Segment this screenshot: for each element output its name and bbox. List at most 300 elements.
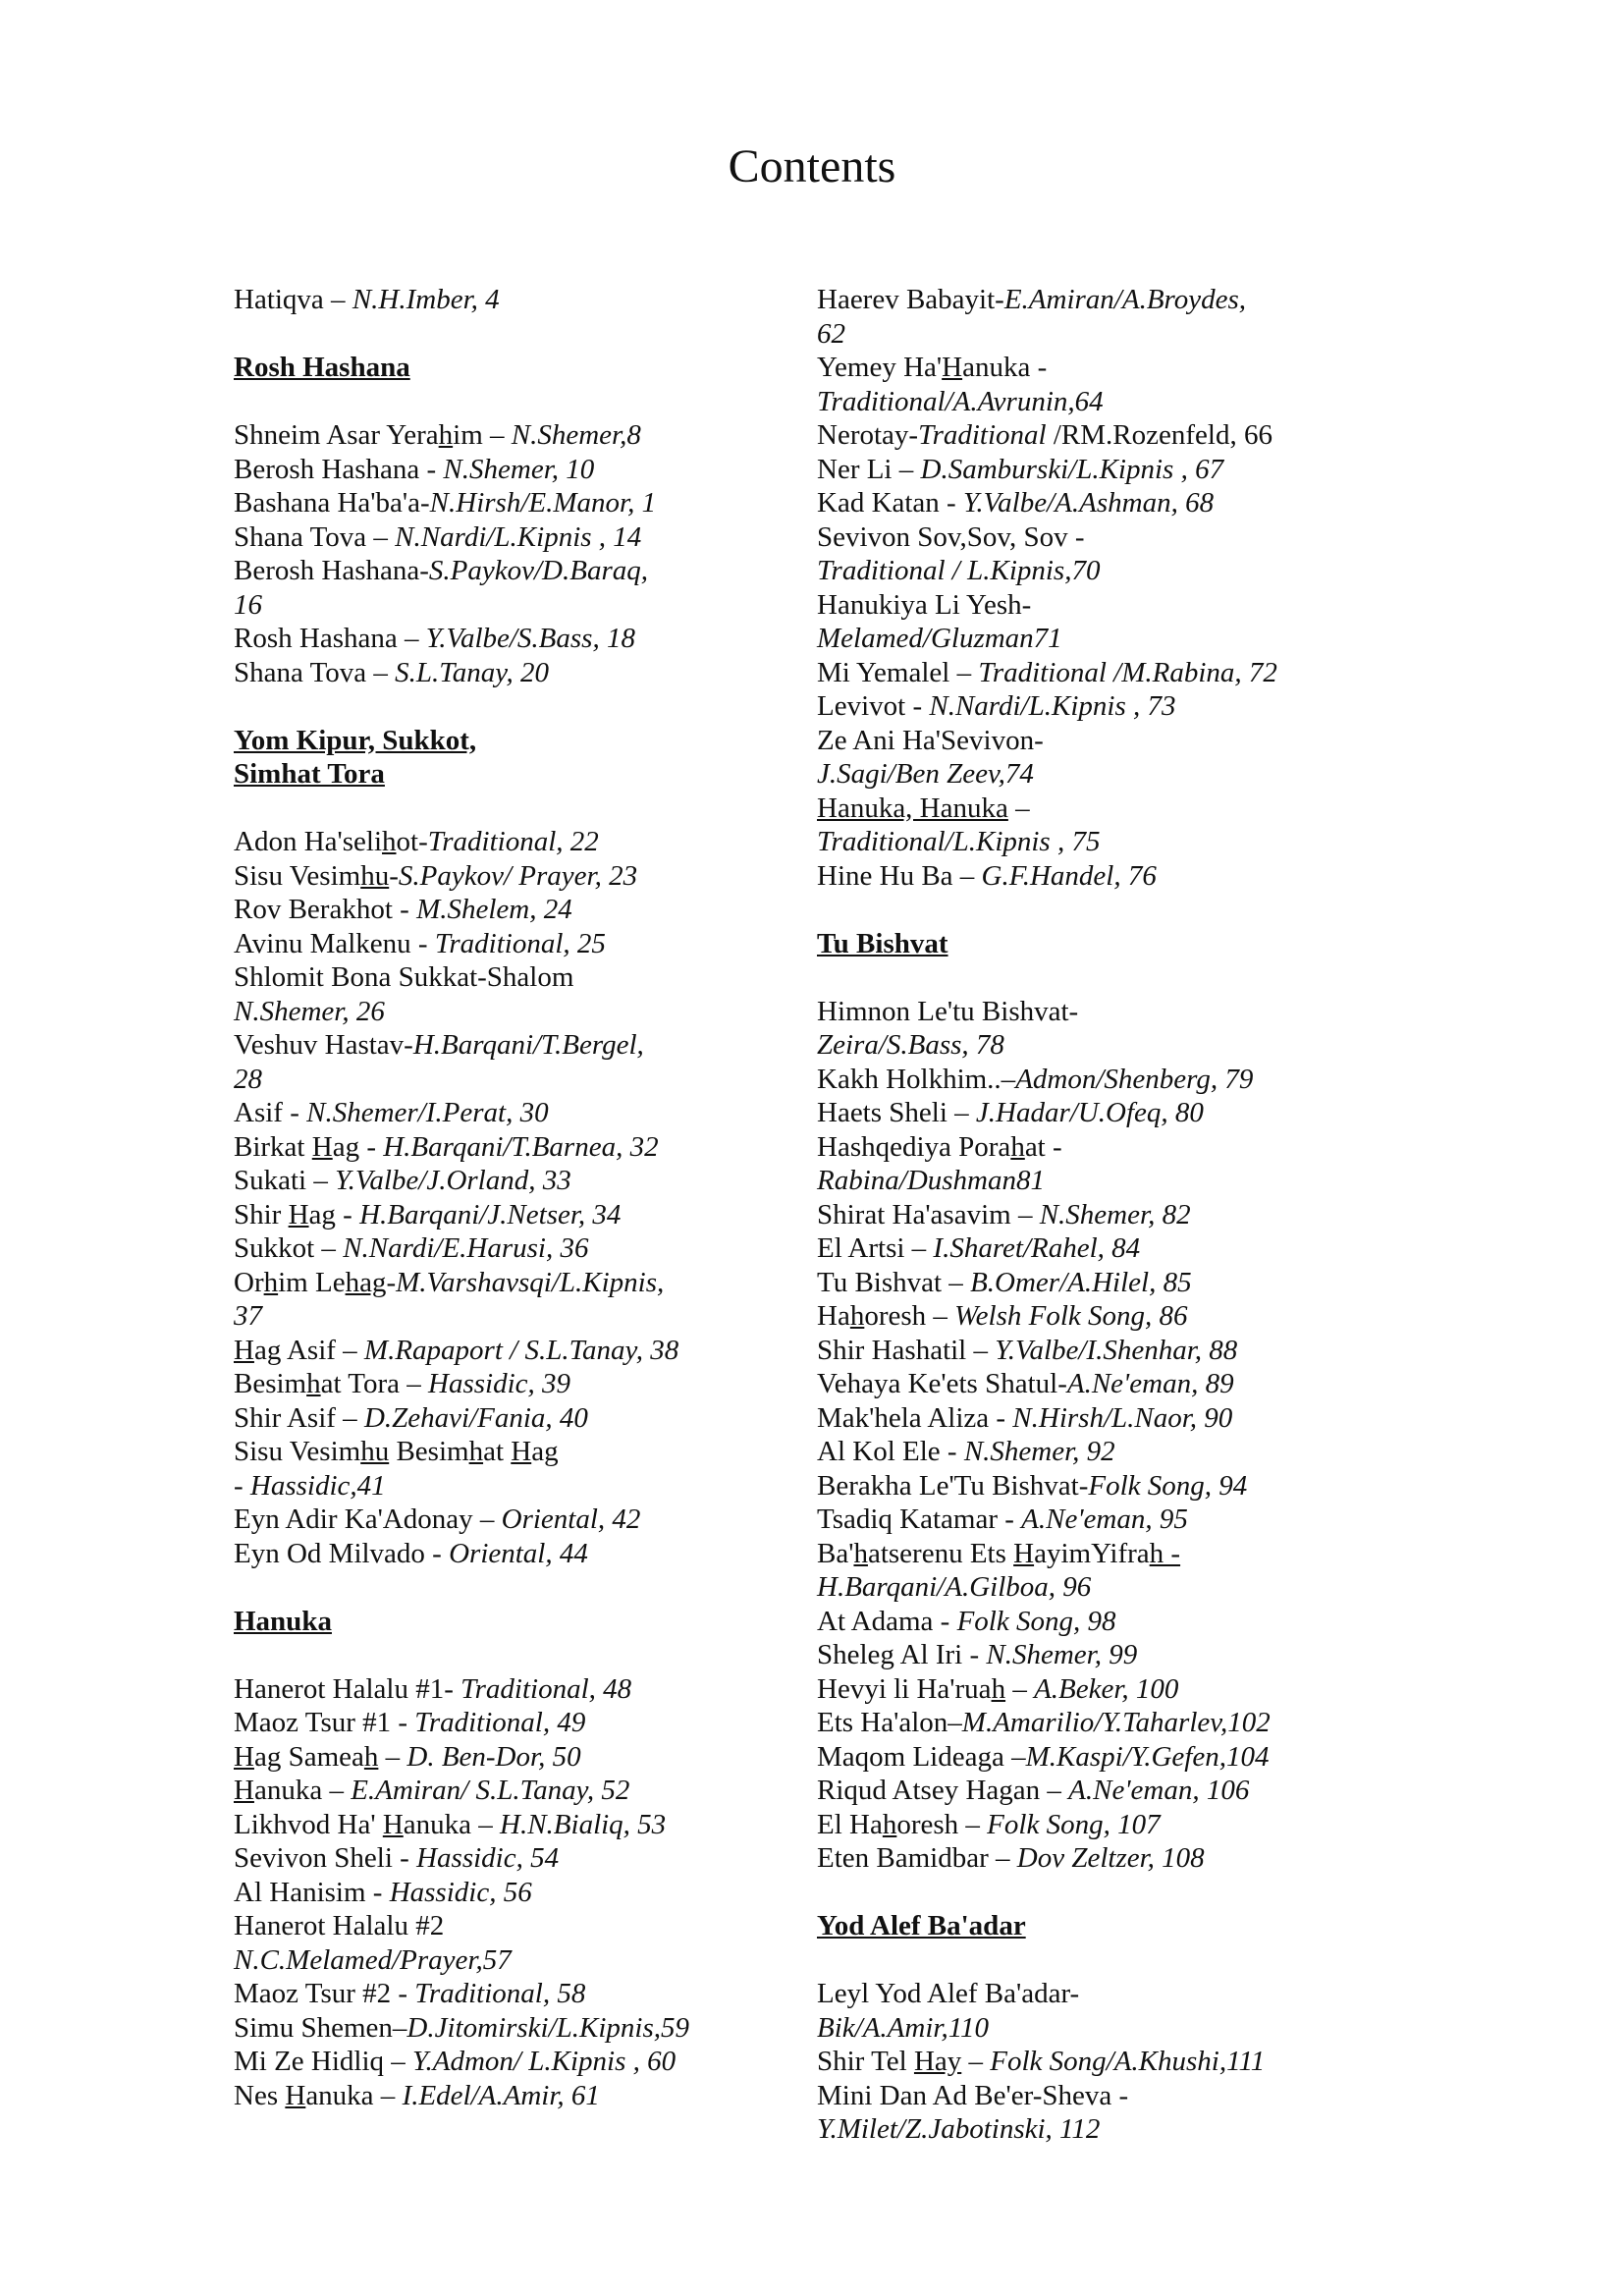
entry-text: Maoz Tsur #1 -	[234, 1707, 415, 1738]
contents-entry	[817, 1299, 1367, 1334]
contents-entry	[817, 1367, 1367, 1401]
entry-text: Nes	[234, 2079, 286, 2111]
entry-author-credit: H.N.Bialiq, 53	[500, 1808, 667, 1840]
entry-text: Besim	[389, 1436, 469, 1467]
entry-text: Rov Berakhot -	[234, 894, 417, 925]
entry-author-credit: N.Nardi/E.Harusi, 36	[343, 1232, 589, 1264]
entry-text: h -	[1149, 1537, 1181, 1569]
contents-entry	[234, 1909, 784, 1943]
contents-entry	[234, 1299, 784, 1334]
entry-text: -	[234, 1469, 250, 1502]
entry-text: –	[961, 2046, 991, 2077]
entry-author-credit: Traditional, 48	[460, 1672, 632, 1705]
contents-entry	[234, 1876, 784, 1910]
contents-entry	[817, 859, 1367, 894]
entry-text: Shir Hashatil –	[817, 1334, 996, 1366]
entry-author-credit: H.Barqani/A.Gilboa, 96	[817, 1571, 1092, 1603]
contents-entry	[234, 1198, 784, 1232]
contents-entry	[817, 1401, 1367, 1436]
contents-entry	[817, 1774, 1367, 1808]
entry-author-credit: N.Shemer,8	[511, 419, 641, 451]
spacer	[817, 893, 1367, 927]
entry-text: h	[849, 1300, 865, 1332]
entry-text: El Ha	[817, 1808, 883, 1840]
contents-entry	[234, 1435, 784, 1469]
entry-text: anuka –	[253, 1775, 352, 1806]
contents-entry	[234, 1028, 784, 1063]
contents-entry	[817, 1503, 1367, 1537]
entry-text: Avinu Malkenu -	[234, 927, 435, 959]
section-heading: Yod Alef Ba'adar	[817, 1910, 1026, 1941]
contents-entry	[817, 724, 1367, 758]
contents-entry	[234, 486, 784, 520]
contents-entry	[817, 656, 1367, 690]
entry-text: hag	[345, 1266, 387, 1298]
entry-author-credit: J.Sagi/Ben Zeev,74	[817, 758, 1034, 790]
contents-entry	[234, 554, 784, 588]
entry-text: /RM.Rozenfeld, 66	[1046, 419, 1272, 451]
entry-author-credit: I.Sharet/Rahel, 84	[933, 1232, 1141, 1264]
section-heading: Rosh Hashana	[234, 352, 410, 383]
contents-entry	[234, 2045, 784, 2079]
entry-text: Berosh Hashana-	[234, 555, 429, 586]
entry-author-credit: A.Ne'eman, 95	[1021, 1503, 1188, 1535]
entry-text: at	[483, 1436, 512, 1467]
entry-text: Berakha Le'Tu Bishvat-	[817, 1469, 1089, 1502]
entry-text: Mini Dan Ad Be'er-Sheva -	[817, 2079, 1129, 2111]
page-title: Contents	[728, 140, 896, 192]
entry-author-credit: Oriental, 42	[501, 1503, 641, 1535]
contents-entry	[817, 1977, 1367, 2011]
contents-entry	[817, 1570, 1367, 1605]
entry-author-credit: N.Shemer, 10	[443, 453, 595, 485]
contents-entry	[234, 825, 784, 859]
entry-text: ag Samea	[253, 1740, 364, 1773]
entry-text: -	[386, 1266, 397, 1298]
contents-entry	[234, 995, 784, 1029]
spacer	[234, 689, 784, 724]
entry-author-credit: Traditional, 49	[414, 1707, 586, 1738]
entry-text: Himnon Le'tu Bishvat-	[817, 995, 1079, 1027]
contents-entry	[817, 486, 1367, 520]
contents-entry	[817, 2045, 1367, 2079]
entry-text: Shirat Ha'asavim –	[817, 1198, 1040, 1230]
contents-entry	[234, 1334, 784, 1368]
contents-entry	[817, 1706, 1367, 1740]
entry-text: Hay	[913, 2046, 962, 2077]
entry-text: h	[882, 1808, 897, 1840]
entry-text: ag	[531, 1436, 559, 1467]
contents-column-left	[234, 283, 784, 2112]
entry-author-credit: M.Kaspi/Y.Gefen,104	[1025, 1740, 1270, 1773]
entry-text: H	[311, 1130, 333, 1163]
entry-author-credit: N.H.Imber, 4	[352, 284, 500, 315]
entry-text: h	[263, 1266, 279, 1298]
contents-entry	[817, 1028, 1367, 1063]
entry-text: h	[991, 1672, 1006, 1705]
spacer	[817, 960, 1367, 995]
entry-text: Sukkot –	[234, 1232, 344, 1264]
contents-entry	[234, 1231, 784, 1266]
contents-entry	[817, 1130, 1367, 1165]
contents-entry	[234, 1401, 784, 1436]
entry-text: H	[234, 1775, 254, 1806]
entry-author-credit: N.Shemer, 82	[1039, 1198, 1191, 1230]
entry-text: Mi Yemalel –	[817, 656, 979, 688]
entry-text: H	[288, 1198, 309, 1230]
entry-author-credit: G.F.Handel, 76	[981, 859, 1157, 892]
entry-text: Hashqediya Pora	[817, 1130, 1011, 1163]
entry-author-credit: H.Barqani/T.Bergel,	[412, 1029, 644, 1061]
spacer	[234, 1570, 784, 1605]
entry-text: Shneim Asar Yera	[234, 419, 439, 451]
entry-author-credit: N.Nardi/L.Kipnis , 14	[395, 520, 642, 553]
contents-entry	[817, 283, 1367, 317]
entry-text: Haets Sheli –	[817, 1097, 976, 1128]
entry-author-credit: Y.Admon/ L.Kipnis , 60	[412, 2046, 677, 2077]
entry-text: Shir	[234, 1198, 289, 1230]
entry-text: Hanerot Halalu #2	[234, 1910, 445, 1941]
entry-author-credit: Folk Song, 94	[1088, 1469, 1248, 1502]
contents-entry	[234, 283, 784, 317]
entry-text: H	[511, 1436, 532, 1467]
contents-entry	[234, 893, 784, 927]
entry-author-credit: Traditional/L.Kipnis	[817, 826, 1051, 857]
entry-text: h	[438, 419, 454, 451]
section-heading: Yom Kipur, Sukkot,	[234, 724, 477, 756]
entry-text: Mak'hela Aliza -	[817, 1401, 1013, 1434]
contents-entry	[234, 927, 784, 961]
spacer	[817, 1943, 1367, 1978]
entry-author-credit: Y.Valbe/J.Orland, 33	[335, 1165, 571, 1196]
contents-entry	[817, 792, 1367, 826]
contents-entry	[817, 825, 1367, 859]
entry-text: h	[1010, 1130, 1025, 1163]
entry-author-credit: H.Barqani/J.Netser, 34	[359, 1198, 622, 1230]
entry-author-credit: Folk Song, 98	[956, 1605, 1116, 1637]
entry-author-credit: Traditional / L.Kipnis,70	[817, 555, 1101, 586]
contents-entry	[817, 1096, 1367, 1130]
contents-entry	[817, 995, 1367, 1029]
contents-entry	[817, 1808, 1367, 1842]
entry-text: Shir Asif –	[234, 1401, 364, 1434]
entry-author-credit: N.Hirsh/E.Manor, 1	[429, 487, 657, 519]
entry-author-credit: Dov Zeltzer, 108	[1016, 1842, 1205, 1874]
entry-text: atserenu Ets	[867, 1537, 1014, 1569]
entry-author-credit: Hassidic, 54	[416, 1842, 560, 1874]
entry-text: El Artsi –	[817, 1232, 934, 1264]
entry-text: –	[1007, 792, 1030, 824]
section-heading: Tu Bishvat	[817, 927, 948, 959]
entry-text: hu	[360, 859, 390, 892]
entry-author-credit: Traditional, 58	[414, 1978, 586, 2009]
contents-entry	[234, 656, 784, 690]
entry-text: Maqom Lideaga –	[817, 1740, 1026, 1773]
contents-entry	[234, 1537, 784, 1571]
entry-text: anuka -	[962, 352, 1048, 383]
contents-entry	[817, 1231, 1367, 1266]
contents-entry	[817, 1740, 1367, 1775]
entry-text: Sisu Vesim	[234, 859, 361, 892]
contents-entry	[234, 1977, 784, 2011]
contents-entry	[817, 689, 1367, 724]
entry-text: im –	[453, 419, 512, 451]
entry-author-credit: N.Shemer, 26	[234, 995, 385, 1027]
contents-entry	[234, 2011, 784, 2046]
contents-entry	[817, 418, 1367, 453]
entry-text: Hanuka, Hanuka	[817, 792, 1008, 824]
entry-author-credit: Traditional/A.Avrunin,64	[817, 385, 1104, 417]
contents-entry	[234, 1096, 784, 1130]
entry-text: Riqud Atsey Hagan –	[817, 1775, 1069, 1806]
entry-text: Hanerot Halalu #1-	[234, 1672, 461, 1705]
entry-author-credit: Traditional, 25	[434, 927, 606, 959]
entry-text: ag -	[332, 1130, 384, 1163]
contents-entry	[817, 1435, 1367, 1469]
entry-text: Haerev Babayit-	[817, 284, 1004, 315]
spacer	[817, 1876, 1367, 1910]
entry-text: Ner Li –	[817, 453, 921, 485]
entry-author-credit: M.Shelem, 24	[416, 894, 572, 925]
entry-text: Ha	[817, 1300, 850, 1332]
contents-entry	[817, 622, 1367, 656]
entry-text: Sevivon Sov,Sov, Sov -	[817, 520, 1085, 553]
contents-entry	[817, 554, 1367, 588]
contents-entry	[817, 385, 1367, 419]
contents-entry	[817, 2079, 1367, 2113]
contents-entry	[817, 1605, 1367, 1639]
entry-text: Veshuv Hastav-	[234, 1029, 413, 1061]
contents-entry	[817, 317, 1367, 352]
entry-text: Likhvod Ha'	[234, 1808, 383, 1840]
entry-text: Shana Tova –	[234, 520, 396, 553]
entry-text: h	[363, 1740, 379, 1773]
entry-author-credit: S.Paykov/ Prayer, 23	[398, 859, 638, 892]
entry-author-credit: Welsh Folk Song, 86	[954, 1300, 1188, 1332]
entry-text: Sisu Vesim	[234, 1436, 361, 1467]
entry-author-credit: Y.Milet/Z.Jabotinski, 112	[817, 2113, 1101, 2145]
entry-author-credit: Hassidic,41	[249, 1469, 386, 1502]
entry-text: Ets Ha'alon–	[817, 1707, 962, 1738]
entry-text: Vehaya Ke'ets Shatul-	[817, 1368, 1067, 1399]
contents-entry	[234, 1063, 784, 1097]
entry-author-credit: Traditional	[918, 419, 1047, 451]
entry-text: Mi Ze Hidliq –	[234, 2046, 413, 2077]
contents-entry	[817, 1841, 1367, 1876]
entry-author-credit: N.Nardi/L.Kipnis	[929, 690, 1126, 722]
entry-author-credit: N.Shemer, 99	[986, 1639, 1138, 1670]
entry-text: Hanukiya Li Yesh-	[817, 588, 1032, 621]
contents-entry	[234, 622, 784, 656]
entry-author-credit: 28	[234, 1063, 262, 1095]
entry-text: -	[389, 859, 399, 892]
contents-entry	[817, 1638, 1367, 1672]
entry-author-credit: Y.Valbe/A.Ashman, 68	[962, 487, 1215, 519]
entry-author-credit: Y.Valbe/I.Shenhar, 88	[995, 1334, 1238, 1366]
entry-text: Kad Katan -	[817, 487, 963, 519]
entry-text: Hatiqva –	[234, 284, 352, 315]
entry-author-credit: Bik/A.Amir,110	[817, 2011, 990, 2044]
entry-author-credit: , 75	[1050, 826, 1101, 857]
entry-text: ag -	[308, 1198, 360, 1230]
section-heading: Simhat Tora	[234, 758, 385, 790]
entry-text: Tsadiq Katamar -	[817, 1503, 1022, 1535]
entry-text: oresh –	[896, 1808, 988, 1840]
entry-text: H	[234, 1740, 254, 1773]
contents-entry	[817, 1164, 1367, 1198]
entry-author-credit: Hassidic, 39	[428, 1368, 570, 1399]
entry-text: Sevivon Sheli -	[234, 1842, 417, 1874]
entry-text: Bashana Ha'ba'a-	[234, 487, 430, 519]
entry-text: anuka –	[305, 2079, 403, 2111]
entry-author-credit: B.Omer/A.Hilel, 85	[970, 1266, 1192, 1298]
entry-author-credit: A.Ne'eman, 89	[1066, 1368, 1234, 1399]
entry-author-credit: Traditional, 22	[427, 826, 599, 857]
contents-entry	[234, 418, 784, 453]
contents-entry	[234, 859, 784, 894]
entry-text: Adon Ha'seli	[234, 826, 383, 857]
entry-text: Kakh Holkhim..–	[817, 1063, 1016, 1095]
contents-entry	[234, 1469, 784, 1503]
entry-text: Ze Ani Ha'Sevivon-	[817, 724, 1044, 756]
contents-entry	[234, 1740, 784, 1775]
entry-author-credit: J.Hadar/U.Ofeq, 80	[975, 1097, 1204, 1128]
entry-text: ag Asif –	[253, 1334, 364, 1366]
entry-author-credit: 37	[234, 1300, 262, 1332]
entry-text: Al Kol Ele -	[817, 1436, 964, 1467]
entry-text: anuka –	[403, 1808, 501, 1840]
entry-author-credit: Folk Song, 107	[987, 1808, 1161, 1840]
entry-author-credit: D.Samburski/L.Kipnis , 67	[920, 453, 1224, 485]
entry-author-credit: 62	[817, 317, 845, 350]
entry-author-credit: D. Ben-Dor, 50	[406, 1740, 581, 1773]
entry-author-credit: D.Zehavi/Fania, 40	[363, 1401, 588, 1434]
contents-entry	[234, 960, 784, 995]
entry-author-credit: E.Amiran/A.Broydes,	[1003, 284, 1247, 315]
contents-entry	[234, 1672, 784, 1707]
entry-text: Hine Hu Ba –	[817, 859, 982, 892]
section-heading: Hanuka	[234, 1605, 332, 1637]
contents-entry	[234, 1130, 784, 1165]
entry-author-credit: Folk Song/A.Khushi,111	[990, 2046, 1266, 2077]
entry-text: ot-	[396, 826, 428, 857]
contents-entry	[234, 2079, 784, 2113]
contents-entry	[234, 1706, 784, 1740]
entry-author-credit: N.Shemer/I.Perat, 30	[306, 1097, 549, 1128]
entry-text: Leyl Yod Alef Ba'adar-	[817, 1978, 1080, 2009]
entry-text: –	[1005, 1672, 1035, 1705]
spacer	[234, 385, 784, 419]
entry-text: at -	[1024, 1130, 1062, 1163]
entry-text: Hevyi li Ha'rua	[817, 1672, 992, 1705]
entry-text: Ba'	[817, 1537, 854, 1569]
entry-text: hu	[360, 1436, 390, 1467]
contents-column-right	[817, 283, 1367, 2147]
contents-entry	[234, 1266, 784, 1300]
entry-author-credit: Traditional /M.Rabina, 72	[978, 656, 1277, 688]
entry-author-credit: M.Varshavsqi/L.Kipnis,	[396, 1266, 665, 1298]
entry-text: At Adama -	[817, 1605, 957, 1637]
entry-author-credit: S.Paykov/D.Baraq,	[428, 555, 649, 586]
contents-entry	[817, 1334, 1367, 1368]
entry-text: Shlomit Bona Sukkat-Shalom	[234, 961, 574, 993]
entry-text: Maoz Tsur #2 -	[234, 1978, 415, 2009]
spacer	[234, 792, 784, 826]
entry-author-credit: A.Beker, 100	[1034, 1672, 1179, 1705]
entry-author-credit: Rabina/Dushman81	[817, 1165, 1045, 1196]
contents-entry	[234, 1841, 784, 1876]
entry-text: Birkat	[234, 1130, 312, 1163]
entry-author-credit: N.Shemer, 92	[963, 1436, 1115, 1467]
entry-text: H	[942, 352, 963, 383]
contents-entry	[817, 1537, 1367, 1571]
contents-entry	[234, 1943, 784, 1978]
entry-author-credit: Zeira/S.Bass, 78	[817, 1029, 1004, 1061]
entry-text: Yemey Ha'	[817, 352, 943, 383]
contents-entry	[817, 1198, 1367, 1232]
entry-text: Tu Bishvat –	[817, 1266, 971, 1298]
entry-text: oresh –	[864, 1300, 955, 1332]
entry-text: Eyn Adir Ka'Adonay –	[234, 1503, 502, 1535]
entry-text: Al Hanisim -	[234, 1876, 390, 1908]
entry-text: ayimYifra	[1034, 1537, 1150, 1569]
entry-text: Berosh Hashana -	[234, 453, 444, 485]
contents-entry	[817, 453, 1367, 487]
contents-entry	[817, 1063, 1367, 1097]
contents-entry	[234, 1503, 784, 1537]
entry-text: Rosh Hashana –	[234, 623, 426, 654]
entry-text: H	[1013, 1537, 1035, 1569]
entry-author-credit: M.Rapaport / S.L.Tanay, 38	[363, 1334, 679, 1366]
contents-entry	[817, 520, 1367, 555]
entry-text: –	[378, 1740, 407, 1773]
contents-entry	[817, 1672, 1367, 1707]
entry-text: Besim	[234, 1368, 307, 1399]
entry-text: h	[853, 1537, 868, 1569]
entry-text: Sukati –	[234, 1165, 336, 1196]
entry-text: H	[234, 1334, 254, 1366]
entry-text: h	[306, 1368, 321, 1399]
entry-author-credit: H.Barqani/T.Barnea, 32	[383, 1130, 659, 1163]
contents-entry	[817, 2011, 1367, 2046]
entry-author-credit: Oriental, 44	[449, 1537, 588, 1569]
entry-text: Levivot -	[817, 690, 930, 722]
entry-author-credit: D.Jitomirski/L.Kipnis,59	[406, 2011, 690, 2044]
entry-author-credit: N.C.Melamed/Prayer,57	[234, 1943, 512, 1976]
entry-author-credit: Hassidic, 56	[389, 1876, 532, 1908]
entry-text: at Tora –	[320, 1368, 428, 1399]
entry-author-credit: M.Amarilio/Y.Taharlev,102	[961, 1707, 1271, 1738]
contents-entry	[234, 1808, 784, 1842]
entry-text: im Le	[278, 1266, 346, 1298]
contents-entry	[817, 588, 1367, 623]
entry-author-credit: Admon/Shenberg, 79	[1015, 1063, 1254, 1095]
contents-entry	[234, 1367, 784, 1401]
contents-entry	[817, 1469, 1367, 1503]
entry-text: Eyn Od Milvado -	[234, 1537, 450, 1569]
entry-text: Simu Shemen–	[234, 2011, 407, 2044]
contents-entry	[234, 453, 784, 487]
entry-text: H	[382, 1808, 404, 1840]
contents-entry	[817, 2112, 1367, 2147]
contents-entry	[817, 757, 1367, 792]
spacer	[234, 317, 784, 352]
contents-entry	[234, 520, 784, 555]
entry-author-credit: N.Hirsh/L.Naor, 90	[1012, 1401, 1233, 1434]
entry-author-credit: A.Ne'eman, 106	[1068, 1775, 1250, 1806]
entry-text: H	[285, 2079, 306, 2111]
entry-text: Nerotay-	[817, 419, 919, 451]
